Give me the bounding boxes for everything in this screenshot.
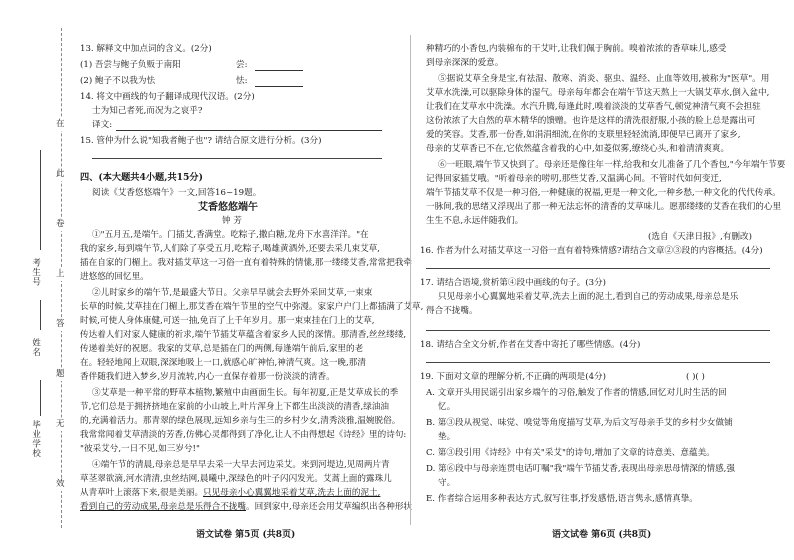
essay-p3-line: ③艾草是一种平常的野草本植物,繁殖中由画面生长。每年初夏,正是艾草成长的季 [92,388,399,398]
q19-option-a-cont: 忆。 [438,402,456,412]
q19-stem: 19. 下面对文章的理解分析,不正确的两项是(4分) [420,372,606,382]
essay-p4-underlined: 看到自己的劳动成果,母亲总是乐得合不拢嘴 [80,502,247,512]
column-divider [410,35,411,525]
right-page-footer: 语文试卷 第6页 (共8页) [552,530,652,540]
q17-stem: 17. 请结合语境,赏析第④段中画线的句子。(3分) [420,278,606,288]
essay-p4-line [80,488,380,499]
q17-answer-line[interactable] [426,330,770,331]
binding-char: 上 [56,269,65,279]
essay-p5-line: ⑤据说艾草全身是宝,有祛湿、散寒、消炎、驱虫、温经、止血等效用,被称为"医草"。用 [438,74,770,84]
essay-p2-line: 传达着人们对家人健康的祈求,端午节插艾草蕴含着家乡人民的深情。那清香,丝丝缕缕, [80,330,407,340]
q13-answer1-blank[interactable] [255,70,303,71]
essay-author: 钟 芳 [222,216,242,226]
q15-answer-line[interactable] [92,158,382,159]
q19-option-c: C. 第③段引用《诗经》中有关"采艾"的诗句,增加了文章的诗意美、意蕴美。 [426,448,715,458]
q16-stem: 16. 作者为什么对插艾草这一习俗一直有着特殊情感?请结合文章②③段的内容概括。(4分) [420,246,763,256]
essay-p2-line: 在。轻轻地闻上双眼,深深地吸上一口,就感心旷神怡,神清气爽。这一晚,那清 [80,358,366,368]
q18-answer-line[interactable] [426,362,770,363]
essay-p4-line [80,502,412,513]
q14-answer-blank[interactable] [116,130,382,131]
essay-p4-line: ④端午节的清晨,母亲总是早早去采一大早去河边采艾。来到河堤边,见周两片青 [92,460,390,470]
q17-quote-line: 得合不拢嘴。 [426,306,478,316]
q14-sentence: 士为知己者死,而况为之哀乎? [92,106,203,116]
essay-p1-line: 进悠悠的回忆里。 [80,272,149,282]
essay-p6-line: 端午节插艾草不仅是一种习俗,一种健康的祝福,更是一种文化,一种乡愁,一种文化的代代传承。 [426,188,781,198]
essay-p4-cont-line: 种精巧的小香包,内装棉布的干艾叶,让我们佩于胸前。嗅着浓浓的香草味儿,感受 [426,44,727,54]
binding-char: 卷 [56,219,65,229]
essay-p2-line: 长草的时候,艾草挂在门楣上,那艾香在端午节里的空气中弥漫。家家户户门上都插满了艾草, [80,302,424,312]
essay-p2-line: 时候,可使人身体康健,可送一抽,免百了上千年岁月。那一束束挂在门上的艾草, [80,316,375,326]
essay-p2-line: 香伴随我们进入梦乡,岁月流转,内心一直保存着那一份淡淡的清香。 [80,372,335,382]
essay-p2-line: ②儿时家乡的端午节,是最盛大节日。父亲早早就会去野外采回艾草,一束束 [92,288,373,298]
essay-p2-line: 传递着美好的祝愿。我家的艾草,总是插在门的两侧,每逢端午前后,家里的老 [80,344,364,354]
q18-stem: 18. 请结合全文分析,作者在艾香中寄托了哪些情感。(4分) [420,340,641,350]
essay-p5-line: 爱的笑容。艾香,那一份香,如涓涓细流,在你的支联里轻轻流淌,即便早已离开了家乡, [426,130,741,140]
q13-answer2-blank[interactable] [255,86,303,87]
q15-stem: 15. 管仲为什么说"知我者鲍子也"? 请结合原文进行分析。(3分) [80,136,322,146]
binding-char: 在 [56,119,65,129]
q13-item2: (2) 鲍子不以我为怯 [80,76,156,86]
q19-option-e: E. 作者综合运用多种表达方式,叙写往事,抒发感悟,语言隽永,感情真挚。 [426,494,698,504]
q13-stem: 13. 解释文中加点词的含义。(2分) [80,44,212,54]
q19-option-b: B. 第③段从视觉、味觉、嗅觉等角度描写艾草,为后文写母亲手艾的乡村少女做铺 [426,418,733,428]
binding-char: 效 [56,479,65,489]
school-label: 毕业学校 [30,420,41,458]
binding-char: 此 [56,169,65,179]
essay-p6-line: ⑥一旺眼,端午节又快到了。母亲还是像往年一样,给我和女儿准备了几个香包,"今年端午节要 [438,160,786,170]
essay-source: (选自《天津日报》,有删改) [648,232,752,242]
q16-answer-line[interactable] [426,268,770,269]
q19-option-b-cont: 垫。 [438,432,456,442]
essay-p3-line: "彼采艾兮,一日不见,如三岁兮!" [80,444,200,454]
essay-p4-underlined: 只见母亲小心翼翼地采着艾草,洗去上面的泥土, [203,488,381,498]
essay-p5-line: 艾草水洗澡,可以驱除身体的湿气。母亲每年都会在端午节这天熬上一大锅艾草水,倒入盆中, [426,88,770,98]
q19-answer-blanks[interactable]: ( )( ) [686,372,705,382]
essay-p6-line: 生生不息,永远伴随我们。 [426,216,524,226]
essay-p4-line: 草茎翠欲滴,河水清清,虫丝结网,晨曦中,深绿色的叶子闪闪发光。艾蒿上面的露珠儿 [80,474,392,484]
q13-item1-word: 尝: [236,60,248,70]
student-number-label: 考生号 [30,258,41,287]
binding-char: 题 [56,369,65,379]
school-line [40,380,41,416]
binding-char: 答 [56,319,65,329]
q13-item2-word: 怯: [236,76,248,86]
essay-p6-line: 一脉间,我的思绪又浮现出了那一种无法忘怀的清香的艾草味儿。愿那缕缕的艾香在我们的心里 [426,202,782,212]
q13-item1: (1) 吾尝与鲍子负贩于南阳 [80,60,181,70]
student-number-line [40,150,41,250]
essay-p4-cont-line: 到母亲深深的爱意。 [426,58,504,68]
section4-instruction: 阅读《艾香悠悠端午》一文,回答16~19题。 [92,188,262,198]
essay-p1-line: ①"五月五,是端午。门插艾,香满堂。吃粽子,撒白糖,龙舟下水喜洋洋。"在 [92,230,369,240]
essay-p3-line: 我常常闻着艾草清淡的芳香,仿佛心灵都得到了净化,让人不由得想起《诗经》里的诗句: [80,430,407,440]
essay-title: 艾香悠悠端午 [198,202,258,213]
name-label: 姓名 [30,338,41,357]
essay-p5-line: 母亲的艾草香已不在,它依然蕴含着我的心中,如菱似雾,缭绕心头,和着清清爽爽。 [426,144,730,154]
section4-heading: 四、(本大题共4小题,共15分) [80,172,203,183]
name-line [40,300,41,330]
essay-p5-line: 让我们在艾草水中洗澡。水汽升腾,每逢此时,嗅着淡淡的艾草香气,顿觉神清气爽不会担驻 [426,102,761,112]
q14-stem: 14. 将文中画线的句子翻译成现代汉语。(2分) [80,92,255,102]
essay-p3-line: 节,它们总是于拥挤挤地在家前的小山坡上,叶片浑身上下都生出淡淡的清香,绿油油 [80,402,389,412]
essay-p6-line: 记得回家插艾哦。"听着母亲的唠叨,那些艾香,又温满心间。不管时代如何变迁, [426,174,722,184]
left-page-footer: 语文试卷 第5页 (共8页) [196,530,296,540]
essay-p1-line: 插在自家的门楣上。我对插艾草这一习俗一直有着特殊的情愫,那一缕缕艾香,常常把我牵 [80,258,413,268]
q17-quote-line: 只见母亲小心翼翼地采着艾草,洗去上面的泥土,看到自己的劳动成果,母亲总是乐 [438,292,739,302]
essay-p5-line: 这份浓浓了大自然的草木精华的馈赠。也许是这样的清洗很舒服,小孩的脸上总是露出可 [426,116,756,126]
q14-answer-label: 译文: [92,120,113,130]
essay-p4-text: 从青草叶上滚落下来,很是美丽。 [80,488,204,498]
essay-p4-text: 。回到家中,母亲还会用艾草编织出各种形状 [246,502,413,512]
q19-option-d: D. 第⑥段中与母亲连贯电话叮嘱"我"端午节插艾香,表现出母亲思母情深的情感,强 [426,464,736,474]
q19-option-a: A. 文章开头用民谣引出家乡端午的习俗,触发了作者的情感,回忆对儿时生活的回 [426,388,727,398]
q19-option-d-cont: 守。 [438,478,456,488]
essay-p3-line: 的,充满着活力。那青翠的绿色展现,远知乡亲与生三的乡村少女,清秀淡雅,温婉脱俗。 [80,416,401,426]
essay-p1-line: 我的家乡,每到端午节,人们除了享受五月,吃粽子,喝雄黄酒外,还要去采几束艾草, [80,244,380,254]
binding-char: 无 [56,419,65,429]
